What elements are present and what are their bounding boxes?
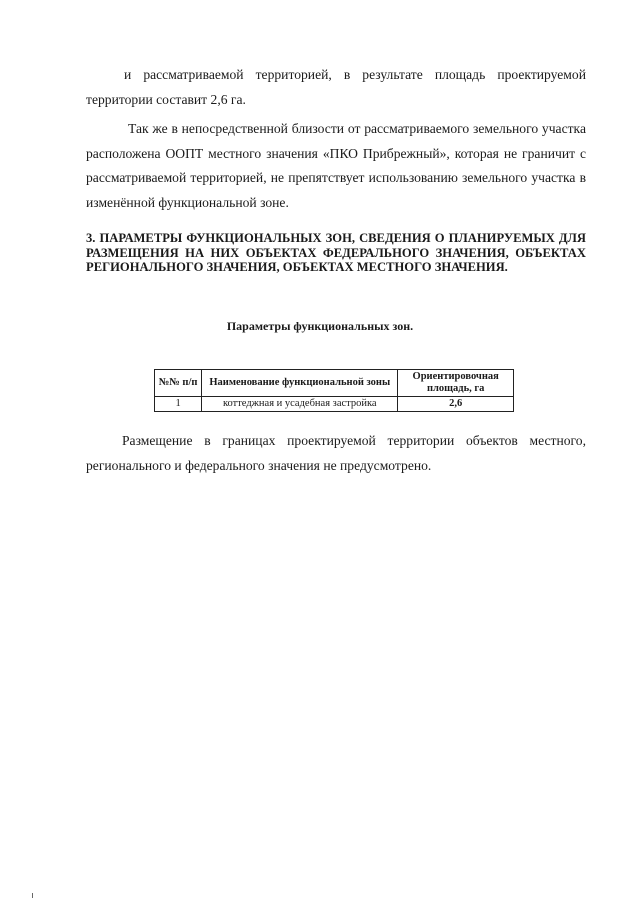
- cell-zone-name: коттеджная и усадебная застройка: [202, 397, 398, 412]
- functional-zones-table: [154, 369, 514, 412]
- paragraph-protected-area: Так же в непосредственной близости от рассматриваемого земельного участка расположена ООПТ местного значения «ПКО Прибрежный», которая не граничит с рассматриваемой территорией, не препятствует использованию земельного участка в изменённой функциональной зоне.: [86, 121, 586, 210]
- table-header-row: [155, 370, 514, 397]
- paragraph-territory-area: и рассматриваемой территорией, в результате площадь проектируемой территории составит 2,6 га.: [86, 67, 586, 107]
- table-row: [155, 397, 514, 412]
- scan-mark: [32, 893, 33, 898]
- cell-area: 2,6: [398, 397, 514, 412]
- section-heading: 3. ПАРАМЕТРЫ ФУНКЦИОНАЛЬНЫХ ЗОН, СВЕДЕНИЯ О ПЛАНИРУЕМЫХ ДЛЯ РАЗМЕЩЕНИЯ НА НИХ ОБЪЕКТАХ ФЕДЕРАЛЬНОГО ЗНАЧЕНИЯ, ОБЪЕКТАХ РЕГИОНАЛЬНОГО ЗНАЧЕНИЯ, ОБЪЕКТАХ МЕСТНОГО ЗНАЧЕНИЯ.: [86, 231, 586, 274]
- cell-number: 1: [155, 397, 202, 412]
- header-zone-name: Наименование функциональной зоны: [202, 370, 398, 397]
- table-title: Параметры функциональных зон.: [226, 319, 414, 333]
- paragraph-objects-placement: Размещение в границах проектируемой территории объектов местного, регионального и федерального значения не предусмотрено.: [86, 433, 586, 473]
- header-number: №№ п/п: [155, 370, 202, 397]
- header-area: Ориентировочная площадь, га: [398, 370, 514, 397]
